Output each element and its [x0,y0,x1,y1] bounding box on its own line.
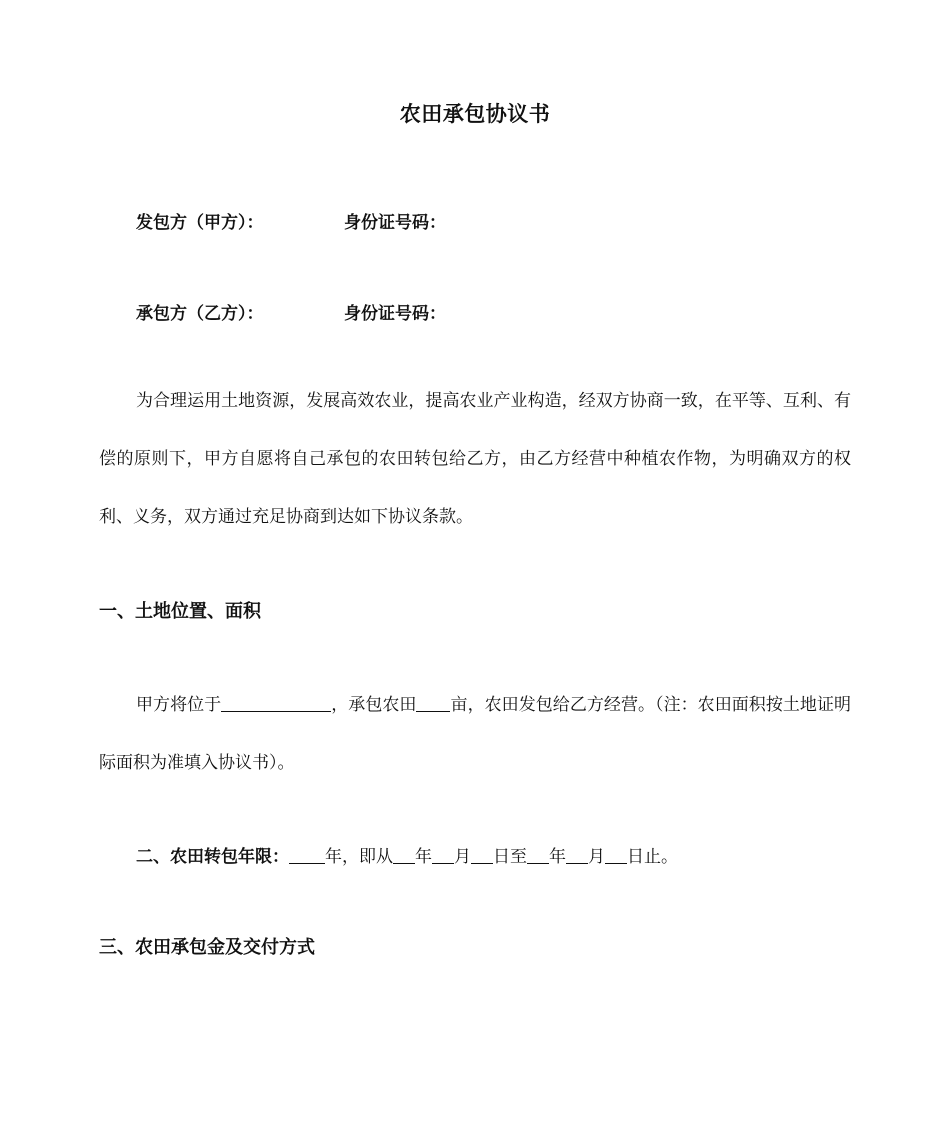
party-a-row [136,208,446,233]
party-b-row [136,299,446,324]
party-a-label: 发包方（甲方）： [136,213,264,233]
land-text-3: 亩，农田发包给乙方经营。（注：农田面积按土地证明际面积为准填入协议书）。 [99,695,852,773]
term-year-1: 年 [415,847,432,867]
intro-paragraph: 为合理运用土地资源，发展高效农业，提高农业产业构造，经双方协商一致，在平等、互利、有偿的原则下，甲方自愿将自己承包的农田转包给乙方，由乙方经营中种植农作物，为明确双方的权利、义务，双方通过充足协商到达如下协议条款。 [99,391,851,527]
party-b-id-label: 身份证号码： [344,304,446,324]
party-b-label: 承包方（乙方）： [136,304,264,324]
document-title: 农田承包协议书 [399,102,551,126]
party-a-id-label: 身份证号码： [344,213,446,233]
lease-term-row [136,842,678,867]
end-month-blank[interactable] [566,846,588,864]
term-year-unit: 年，即从 [325,847,393,867]
term-day-1: 日至 [493,847,527,867]
term-month-1: 月 [454,847,471,867]
end-year-blank[interactable] [527,846,549,864]
section-two-heading: 二、农田转包年限： [136,847,289,867]
land-text-2: ，承包农田 [331,695,417,715]
term-month-2: 月 [588,847,605,867]
land-text-1: 甲方将位于 [136,695,222,715]
end-day-blank[interactable] [605,846,627,864]
start-year-blank[interactable] [393,846,415,864]
section-one-heading: 一、土地位置、面积 [99,601,261,622]
term-year-2: 年 [549,847,566,867]
land-location-blank[interactable] [221,694,331,712]
start-month-blank[interactable] [432,846,454,864]
land-area-blank[interactable] [416,694,450,712]
term-day-2: 日止。 [627,847,678,867]
start-day-blank[interactable] [471,846,493,864]
section-three-heading: 三、农田承包金及交付方式 [99,937,315,958]
land-location-paragraph [99,676,851,792]
term-years-blank[interactable] [289,846,325,864]
